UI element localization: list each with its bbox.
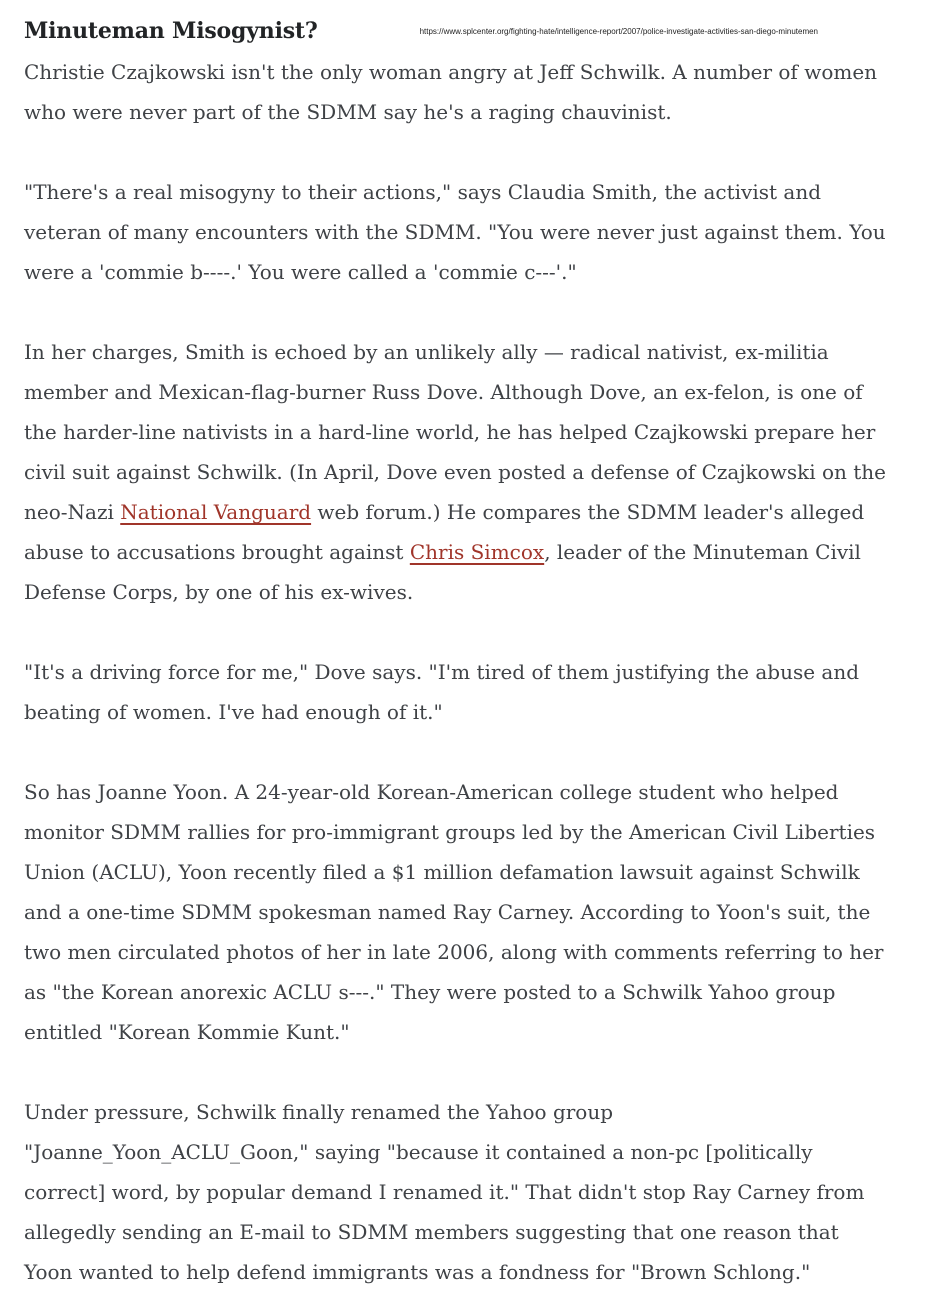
text-segment: web forum.) He compares the SDMM leader's alleged abuse to accusations brought against bbox=[24, 500, 865, 564]
paragraph bbox=[24, 332, 892, 612]
chris-simcox-link[interactable]: Chris Simcox bbox=[409, 540, 545, 564]
paragraph bbox=[24, 772, 892, 1052]
page-header bbox=[24, 18, 892, 44]
text-segment: In her charges, Smith is echoed by an unlikely ally — radical nativist, ex-militia member and Mexican-flag-burner Russ Dove. Although Dove, an ex-felon, is one of the harder-line nativists in a hard-line world, he has helped Czajkowski prepare her civil suit against Schwilk. (In April, Dove even posted a defense of Czajkowski on the neo-Nazi bbox=[24, 340, 886, 524]
text-segment: Under pressure, Schwilk finally renamed the Yahoo group "Joanne_Yoon_ACLU_Goon," saying "because it contained a non-pc [politically correct] word, by popular demand I renamed it." That didn't stop Ray Carney from allegedly sending an E-mail to SDMM members suggesting that one reason that Yoon wanted to help defend immigrants was a fondness for "Brown Schlong." bbox=[24, 1100, 865, 1284]
text-segment: "There's a real misogyny to their actions," says Claudia Smith, the activist and veteran of many encounters with the SDMM. "You were never just against them. You were a 'commie b----.' You were called a 'commie c---'." bbox=[24, 180, 886, 284]
text-segment: "It's a driving force for me," Dove says. "I'm tired of them justifying the abuse and beating of women. I've had enough of it." bbox=[24, 660, 860, 724]
print-header-url: https://www.splcenter.org/fighting-hate/intelligence-report/2007/police-investigate-activities-san-diego-minutemen bbox=[419, 27, 819, 36]
text-segment: Christie Czajkowski isn't the only woman angry at Jeff Schwilk. A number of women who were never part of the SDMM say he's a raging chauvinist. bbox=[24, 60, 878, 124]
paragraph bbox=[24, 172, 892, 292]
article-heading: Minuteman Misogynist? bbox=[24, 18, 318, 44]
national-vanguard-link[interactable]: National Vanguard bbox=[120, 500, 312, 524]
article-body bbox=[24, 52, 892, 1292]
text-segment: So has Joanne Yoon. A 24-year-old Korean-American college student who helped monitor SDMM rallies for pro-immigrant groups led by the American Civil Liberties Union (ACLU), Yoon recently filed a $1 million defamation lawsuit against Schwilk and a one-time SDMM spokesman named Ray Carney. According to Yoon's suit, the two men circulated photos of her in late 2006, along with comments referring to her as "the Korean anorexic ACLU s---." They were posted to a Schwilk Yahoo group entitled "Korean Kommie Kunt." bbox=[24, 780, 884, 1044]
text-segment: , leader of the Minuteman Civil Defense Corps, by one of his ex-wives. bbox=[24, 540, 861, 604]
paragraph bbox=[24, 1092, 892, 1292]
paragraph bbox=[24, 52, 892, 132]
paragraph bbox=[24, 652, 892, 732]
